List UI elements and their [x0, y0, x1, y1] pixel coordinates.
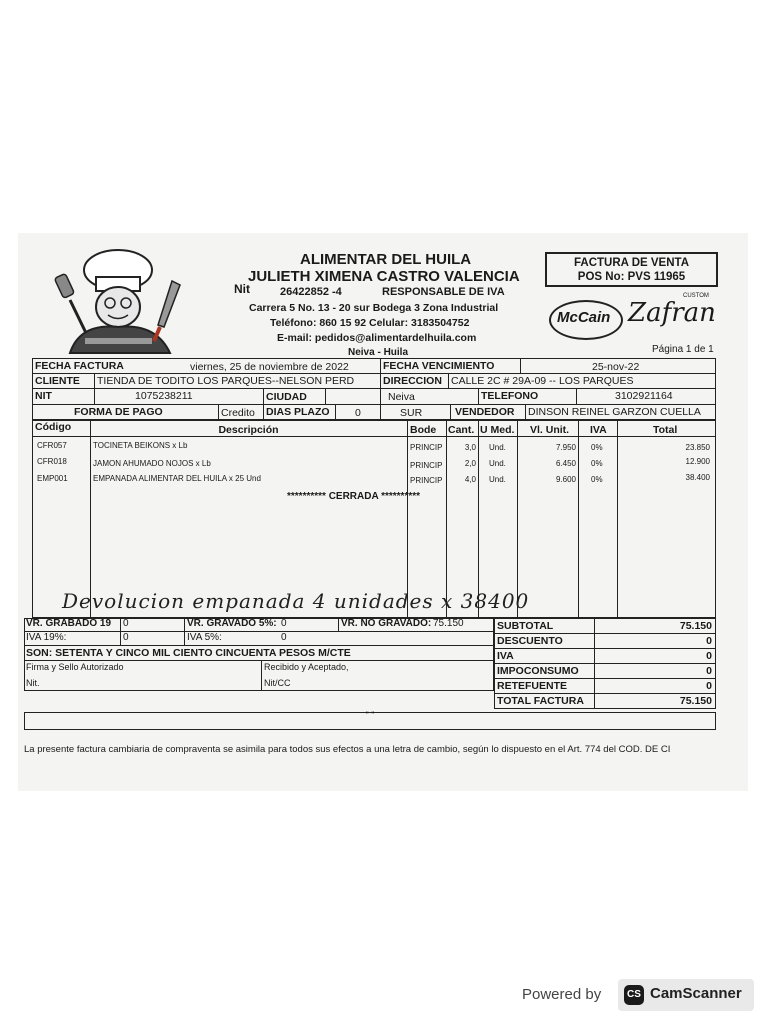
- fecha-factura-label: FECHA FACTURA: [35, 360, 124, 372]
- table-row-bode: PRINCIP: [410, 443, 443, 452]
- zafran-logo: Zafran: [628, 298, 716, 328]
- company-nit: 26422852 -4: [280, 286, 342, 298]
- table-row-iva: 0%: [591, 475, 603, 484]
- table-row-bode: PRINCIP: [410, 461, 443, 470]
- chef-logo: [40, 245, 210, 355]
- company-city: Neiva - Huila: [348, 347, 409, 358]
- impoconsumo-value: 0: [706, 665, 712, 677]
- dias-plazo: 0: [355, 407, 361, 419]
- vendedor-label: VENDEDOR: [455, 406, 515, 418]
- company-phone: Teléfono: 860 15 92 Celular: 3183504752: [270, 317, 470, 329]
- company-address: Carrera 5 No. 13 - 20 sur Bodega 3 Zona Industrial: [249, 302, 499, 314]
- table-row-cant: 2,0: [464, 459, 476, 468]
- firma-label: Firma y Sello Autorizado: [26, 662, 124, 672]
- company-nit-label: Nit: [234, 282, 250, 296]
- fecha-vencimiento-label: FECHA VENCIMIENTO: [383, 360, 495, 372]
- camscanner-badge: [618, 979, 754, 1011]
- zona: SUR: [400, 407, 423, 419]
- mccain-text: McCain: [557, 309, 611, 326]
- company-email: E-mail: pedidos@alimentardelhuila.com: [277, 332, 477, 344]
- table-row-descripcion: EMPANADA ALIMENTAR DEL HUILA x 25 Und: [93, 474, 261, 483]
- closed-note: ********** CERRADA **********: [287, 491, 421, 502]
- descuento-label: DESCUENTO: [497, 635, 563, 647]
- iva-label: IVA: [497, 650, 514, 662]
- direccion-label: DIRECCION: [383, 375, 442, 387]
- table-row-total: 23.850: [685, 443, 710, 452]
- quote-mark: " ": [365, 710, 375, 720]
- ciudad-label: CIUDAD: [266, 391, 307, 403]
- fecha-vencimiento: 25-nov-22: [592, 361, 640, 373]
- invoice-pos: POS No: PVS 11965: [577, 271, 686, 283]
- impoconsumo-label: IMPOCONSUMO: [497, 665, 579, 677]
- table-row-umed: Und.: [489, 443, 506, 452]
- page-number: Página 1 de 1: [652, 344, 714, 355]
- powered-by-text: Powered by: [522, 986, 602, 1003]
- vendedor: DINSON REINEL GARZON CUELLA: [528, 406, 701, 418]
- vr-no-gravado-label: VR. NO GRAVADO:: [341, 618, 432, 629]
- table-row-descripcion: TOCINETA BEIKONS x Lb: [93, 441, 188, 450]
- table-row-vlunit: 7.950: [555, 443, 576, 452]
- forma-pago-label: FORMA DE PAGO: [74, 406, 163, 418]
- company-regime: RESPONSABLE DE IVA: [382, 286, 505, 298]
- camscanner-icon: CS: [624, 985, 644, 1005]
- invoice-title: FACTURA DE VENTA: [574, 257, 689, 269]
- telefono-label: TELEFONO: [481, 390, 539, 402]
- nit: 1075238211: [135, 390, 193, 402]
- vr-gravado5-label: VR. GRAVADO 5%:: [187, 618, 277, 629]
- col-umed: U Med.: [480, 424, 515, 436]
- iva5: 0: [281, 632, 287, 643]
- direccion: CALLE 2C # 29A-09 -- LOS PARQUES: [451, 375, 634, 387]
- retefuente-label: RETEFUENTE: [497, 680, 568, 692]
- custom-label: CUSTOM: [683, 293, 709, 299]
- company-name: ALIMENTAR DEL HUILA: [300, 251, 472, 268]
- dias-plazo-label: DIAS PLAZO: [266, 406, 330, 418]
- table-row-total: 12.900: [685, 457, 710, 466]
- table-row-iva: 0%: [591, 459, 603, 468]
- table-row-iva: 0%: [591, 443, 603, 452]
- telefono: 3102921164: [615, 390, 673, 402]
- col-vlunit: Vl. Unit.: [530, 424, 570, 436]
- vr-grabado-label: VR. GRABADO 19: [26, 618, 112, 629]
- col-total: Total: [653, 424, 678, 436]
- subtotal-value: 75.150: [679, 620, 712, 632]
- camscanner-name: CamScanner: [650, 985, 742, 1002]
- ciudad: Neiva: [388, 391, 415, 403]
- table-row-umed: Und.: [489, 475, 506, 484]
- col-bode: Bode: [410, 424, 437, 436]
- vr-gravado5: 0: [281, 618, 287, 629]
- iva19: 0: [123, 632, 129, 643]
- col-codigo: Código: [35, 421, 72, 433]
- retefuente-value: 0: [706, 680, 712, 692]
- recibido-label: Recibido y Aceptado,: [264, 662, 349, 672]
- table-row-codigo: CFR057: [37, 441, 67, 450]
- table-row-umed: Und.: [489, 459, 506, 468]
- company-owner: JULIETH XIMENA CASTRO VALENCIA: [248, 268, 520, 285]
- son-text: SON: SETENTA Y CINCO MIL CIENTO CINCUENTA PESOS M/CTE: [26, 647, 351, 659]
- nit-label: NIT: [35, 390, 52, 402]
- table-row-vlunit: 6.450: [555, 459, 576, 468]
- descuento-value: 0: [706, 635, 712, 647]
- vr-no-gravado: 75.150: [433, 618, 464, 629]
- table-row-codigo: EMP001: [37, 474, 68, 483]
- table-row-cant: 4,0: [464, 475, 476, 484]
- table-row-vlunit: 9.600: [555, 475, 576, 484]
- col-cant: Cant.: [448, 424, 475, 436]
- table-row-descripcion: JAMON AHUMADO NOJOS x Lb: [93, 459, 211, 468]
- table-row-codigo: CFR018: [37, 457, 67, 466]
- forma-pago: Credito: [221, 407, 255, 419]
- cliente-label: CLIENTE: [35, 375, 80, 387]
- cliente: TIENDA DE TODITO LOS PARQUES--NELSON PERD: [97, 375, 355, 387]
- nitcc-label: Nit/CC: [264, 678, 291, 688]
- table-row-cant: 3,0: [464, 443, 476, 452]
- table-row-total: 38.400: [685, 473, 710, 482]
- fecha-factura: viernes, 25 de noviembre de 2022: [190, 361, 349, 373]
- iva5-label: IVA 5%:: [187, 632, 222, 643]
- legal-text: La presente factura cambiaria de compraventa se asimila para todos sus efectos a una letra de cambio, según lo dispuesto en el Art. 774 del COD. DE CI: [24, 744, 671, 755]
- subtotal-label: SUBTOTAL: [497, 620, 554, 632]
- total-factura-value: 75.150: [679, 695, 712, 707]
- iva19-label: IVA 19%:: [26, 632, 67, 643]
- col-iva: IVA: [590, 424, 607, 436]
- total-factura-label: TOTAL FACTURA: [497, 695, 584, 707]
- col-descripcion: Descripción: [218, 424, 279, 436]
- vr-grabado: 0: [123, 618, 129, 629]
- table-row-bode: PRINCIP: [410, 476, 443, 485]
- iva-value: 0: [706, 650, 712, 662]
- nit-sign-label: Nit.: [26, 678, 40, 688]
- handwritten-note: Devolucion empanada 4 unidades x 38400: [62, 589, 530, 613]
